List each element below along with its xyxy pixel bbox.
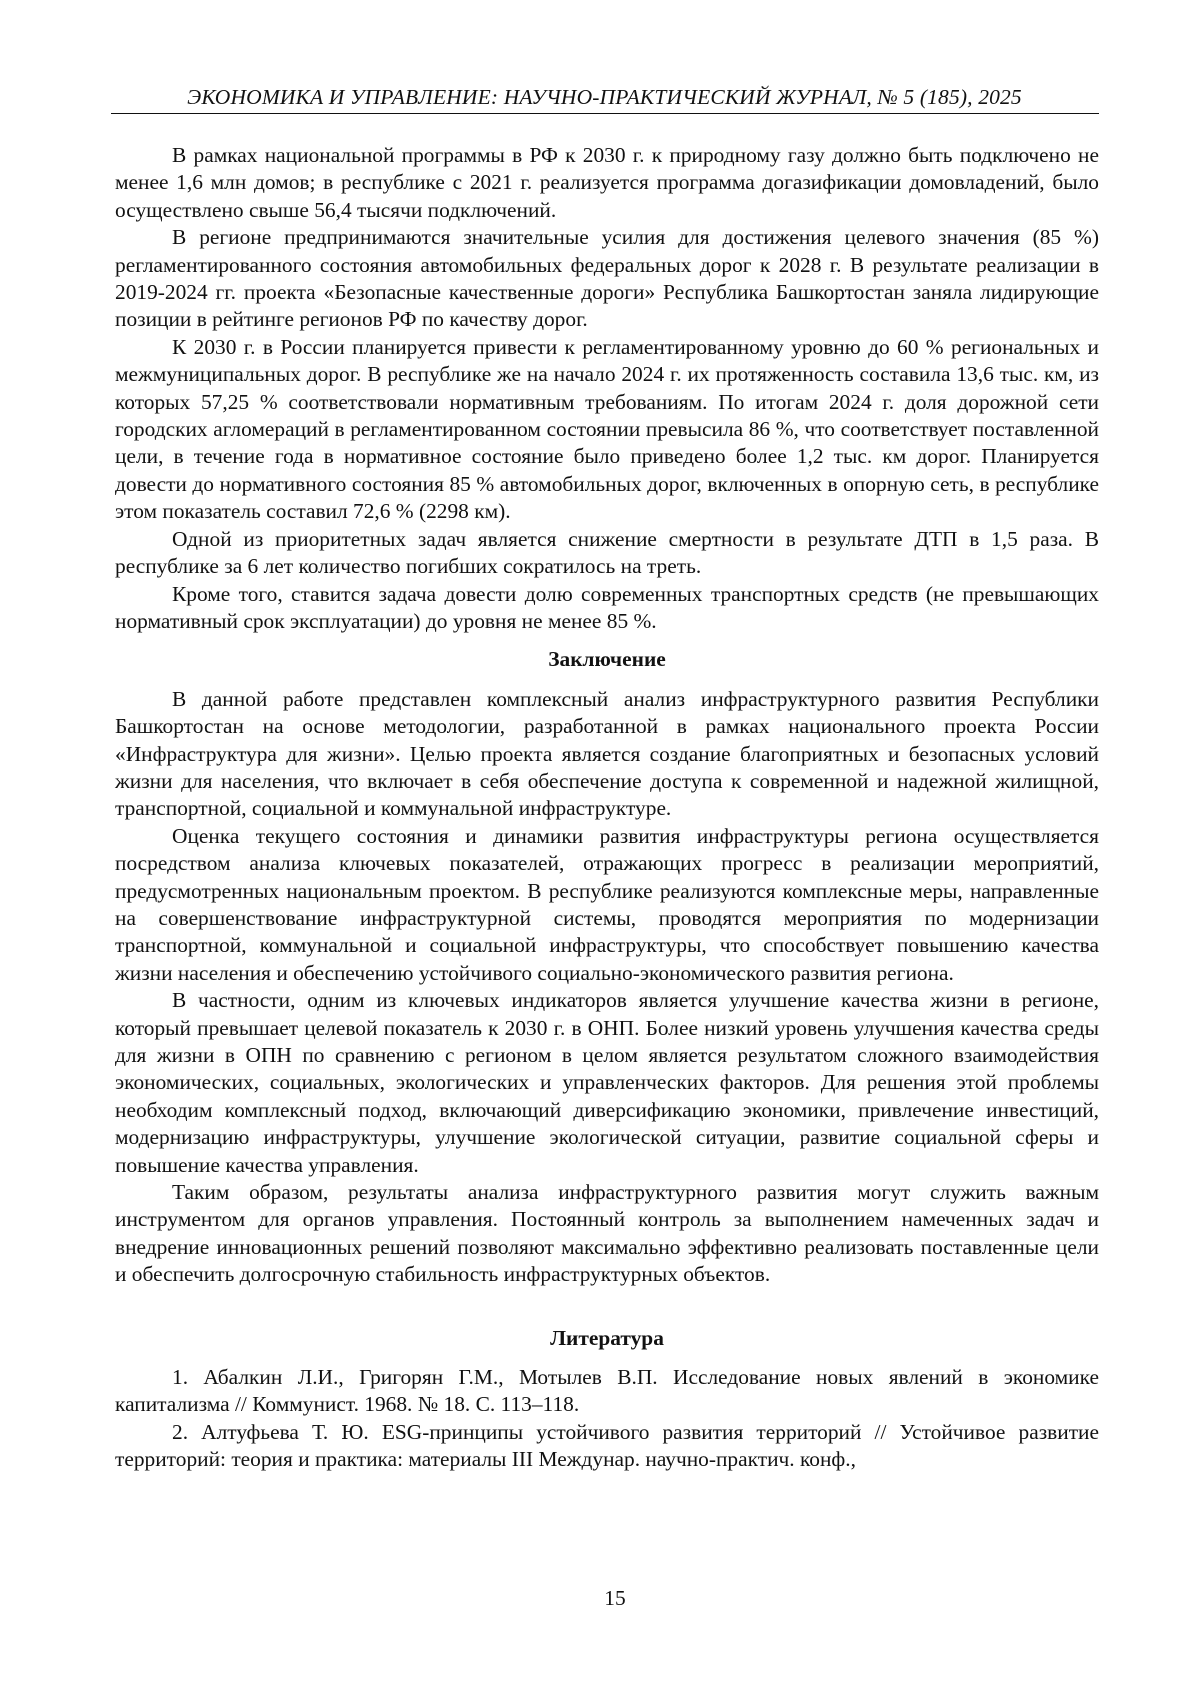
reference-item-2: 2. Алтуфьева Т. Ю. ESG-принципы устойчивого развития территорий // Устойчивое развитие территорий: теория и практика: материалы III Междунар. научно-практич. конф., [115, 1419, 1099, 1474]
header-rule [111, 113, 1099, 114]
references-heading: Литература [115, 1325, 1099, 1352]
article-body [115, 142, 1099, 1474]
body-paragraph-transport-fleet: Кроме того, ставится задача довести долю современных транспортных средств (не превышающих нормативный срок эксплуатации) до уровня не менее 85 %. [115, 581, 1099, 636]
conclusion-paragraph-4: Таким образом, результаты анализа инфраструктурного развития могут служить важным инструментом для органов управления. Постоянный контроль за выполнением намеченных задач и внедрение инновационных решений позволяют максимально эффективно реализовать поставленные цели и обеспечить долгосрочную стабильность инфраструктурных объектов. [115, 1179, 1099, 1289]
conclusion-paragraph-3: В частности, одним из ключевых индикаторов является улучшение качества жизни в регионе, который превышает целевой показатель к 2030 г. в ОНП. Более низкий уровень улучшения качества среды для жизни в ОПН по сравнению с регионом в целом является результатом сложного взаимодействия экономических, социальных, экологических и управленческих факторов. Для решения этой проблемы необходим комплексный подход, включающий диверсификацию экономики, привлечение инвестиций, модернизацию инфраструктуры, улучшение экологической ситуации, развитие социальной сферы и повышение качества управления. [115, 987, 1099, 1179]
page-number: 15 [0, 1585, 1200, 1611]
running-header: ЭКОНОМИКА И УПРАВЛЕНИЕ: НАУЧНО-ПРАКТИЧЕСКИЙ ЖУРНАЛ, № 5 (185), 2025 [111, 84, 1098, 110]
body-paragraph-road-mortality: Одной из приоритетных задач является снижение смертности в результате ДТП в 1,5 раза. В республике за 6 лет количество погибших сократилось на треть. [115, 526, 1099, 581]
reference-item-1: 1. Абалкин Л.И., Григорян Г.М., Мотылев В.П. Исследование новых явлений в экономике капитализма // Коммунист. 1968. № 18. С. 113–118. [115, 1364, 1099, 1419]
journal-page [0, 0, 1200, 1698]
body-paragraph-gasification: В рамках национальной программы в РФ к 2030 г. к природному газу должно быть подключено не менее 1,6 млн домов; в республике с 2021 г. реализуется программа догазификации домовладений, было осуществлено свыше 56,4 тысячи подключений. [115, 142, 1099, 224]
conclusion-paragraph-2: Оценка текущего состояния и динамики развития инфраструктуры региона осуществляется посредством анализа ключевых показателей, отражающих прогресс в реализации мероприятий, предусмотренных национальным проектом. В республике реализуются комплексные меры, направленные на совершенствование инфраструктурной системы, проводятся мероприятия по модернизации транспортной, коммунальной и социальной инфраструктуры, что способствует повышению качества жизни населения и обеспечению устойчивого социально-экономического развития региона. [115, 823, 1099, 987]
body-paragraph-regional-roads: К 2030 г. в России планируется привести к регламентированному уровню до 60 % региональных и межмуниципальных дорог. В республике же на начало 2024 г. их протяженность составила 13,6 тыс. км, из которых 57,25 % соответствовали нормативным требованиям. По итогам 2024 г. доля дорожной сети городских агломераций в регламентированном состоянии превысила 86 %, что соответствует поставленной цели, в течение года в нормативное состояние было приведено более 1,2 тыс. км дорог. Планируется довести до нормативного состояния 85 % автомобильных дорог, включенных в опорную сеть, в республике этом показатель составил 72,6 % (2298 км). [115, 334, 1099, 526]
body-paragraph-federal-roads: В регионе предпринимаются значительные усилия для достижения целевого значения (85 %) регламентированного состояния автомобильных федеральных дорог к 2028 г. В результате реализации в 2019-2024 гг. проекта «Безопасные качественные дороги» Республика Башкортостан заняла лидирующие позиции в рейтинге регионов РФ по качеству дорог. [115, 224, 1099, 334]
conclusion-heading: Заключение [115, 646, 1099, 673]
conclusion-paragraph-1: В данной работе представлен комплексный анализ инфраструктурного развития Республики Башкортостан на основе методологии, разработанной в рамках национального проекта России «Инфраструктура для жизни». Целью проекта является создание благоприятных и безопасных условий жизни для населения, что включает в себя обеспечение доступа к современной и надежной жилищной, транспортной, социальной и коммунальной инфраструктуре. [115, 686, 1099, 823]
